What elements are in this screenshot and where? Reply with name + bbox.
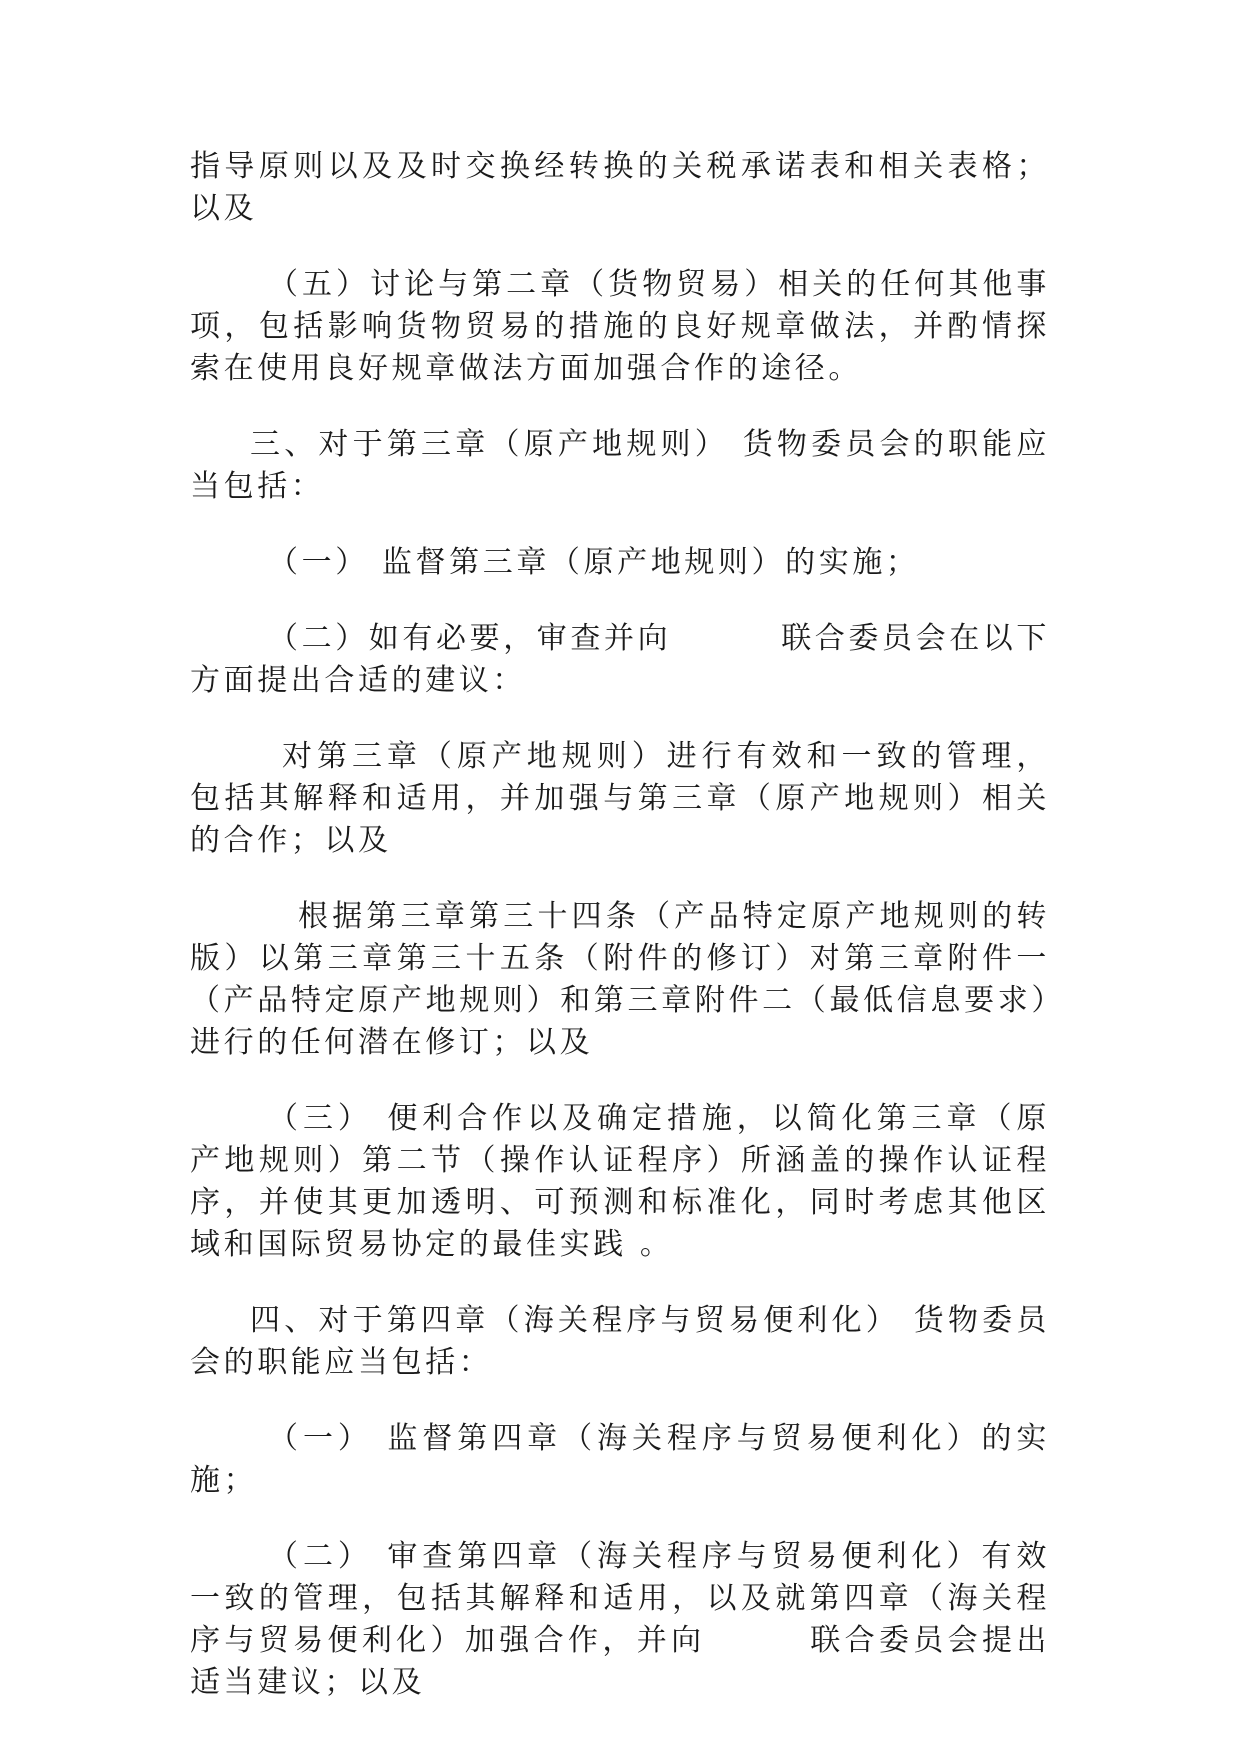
paragraph-item-1-monitor-chapter-3: （一） 监督第三章（原产地规则）的实施；: [268, 545, 920, 580]
paragraph-item-1-monitor-chapter-4: （一） 监督第四章（海关程序与贸易便利化）的实施；: [190, 1421, 1050, 1498]
paragraph-section-4-customs-procedures: 四、对于第四章（海关程序与贸易便利化） 货物委员会的职能应当包括：: [190, 1303, 1050, 1380]
paragraph-item-2-ch4-part-b: 联合委员会提出适当建议；以及: [190, 1623, 1050, 1700]
paragraph-item-2-part-b: 联合委员会在以下方面提出合适的建议：: [190, 621, 1051, 698]
paragraph-item-2-part-a: （二）如有必要，审查并向: [268, 621, 672, 656]
paragraph-item-2-review-recommend: [190, 618, 1050, 702]
paragraph-subitem-amendments: 根据第三章第三十四条（产品特定原产地规则的转版）以第三章第三十五条（附件的修订）对第三章附件一（产品特定原产地规则）和第三章附件二（最低信息要求）进行的任何潜在修订；以及: [190, 899, 1050, 1060]
document-body: [190, 146, 1050, 1738]
paragraph-item-2-review-chapter-4: [190, 1536, 1050, 1704]
paragraph-item-3-facilitate-cooperation: （三） 便利合作以及确定措施，以简化第三章（原产地规则）第二节（操作认证程序）所涵盖的操作认证程序，并使其更加透明、可预测和标准化，同时考虑其他区域和国际贸易协定的最佳实践 。: [190, 1101, 1050, 1262]
paragraph-item-5-trade-in-goods: （五）讨论与第二章（货物贸易）相关的任何其他事项，包括影响货物贸易的措施的良好规章做法，并酌情探索在使用良好规章做法方面加强合作的途径。: [190, 267, 1050, 386]
paragraph-section-3-rules-of-origin: 三、对于第三章（原产地规则） 货物委员会的职能应当包括：: [190, 427, 1050, 504]
paragraph-subitem-administration: 对第三章（原产地规则）进行有效和一致的管理，包括其解释和适用，并加强与第三章（原产地规则）相关的合作；以及: [190, 739, 1050, 858]
paragraph-item-2-ch4-part-a: （二） 审查第四章（海关程序与贸易便利化）有效一致的管理，包括其解释和适用，以及就第四章（海关程序与贸易便利化）加强合作，并向: [190, 1539, 1050, 1658]
paragraph-tariff-guidelines: 指导原则以及及时交换经转换的关税承诺表和相关表格；以及: [190, 149, 1050, 226]
